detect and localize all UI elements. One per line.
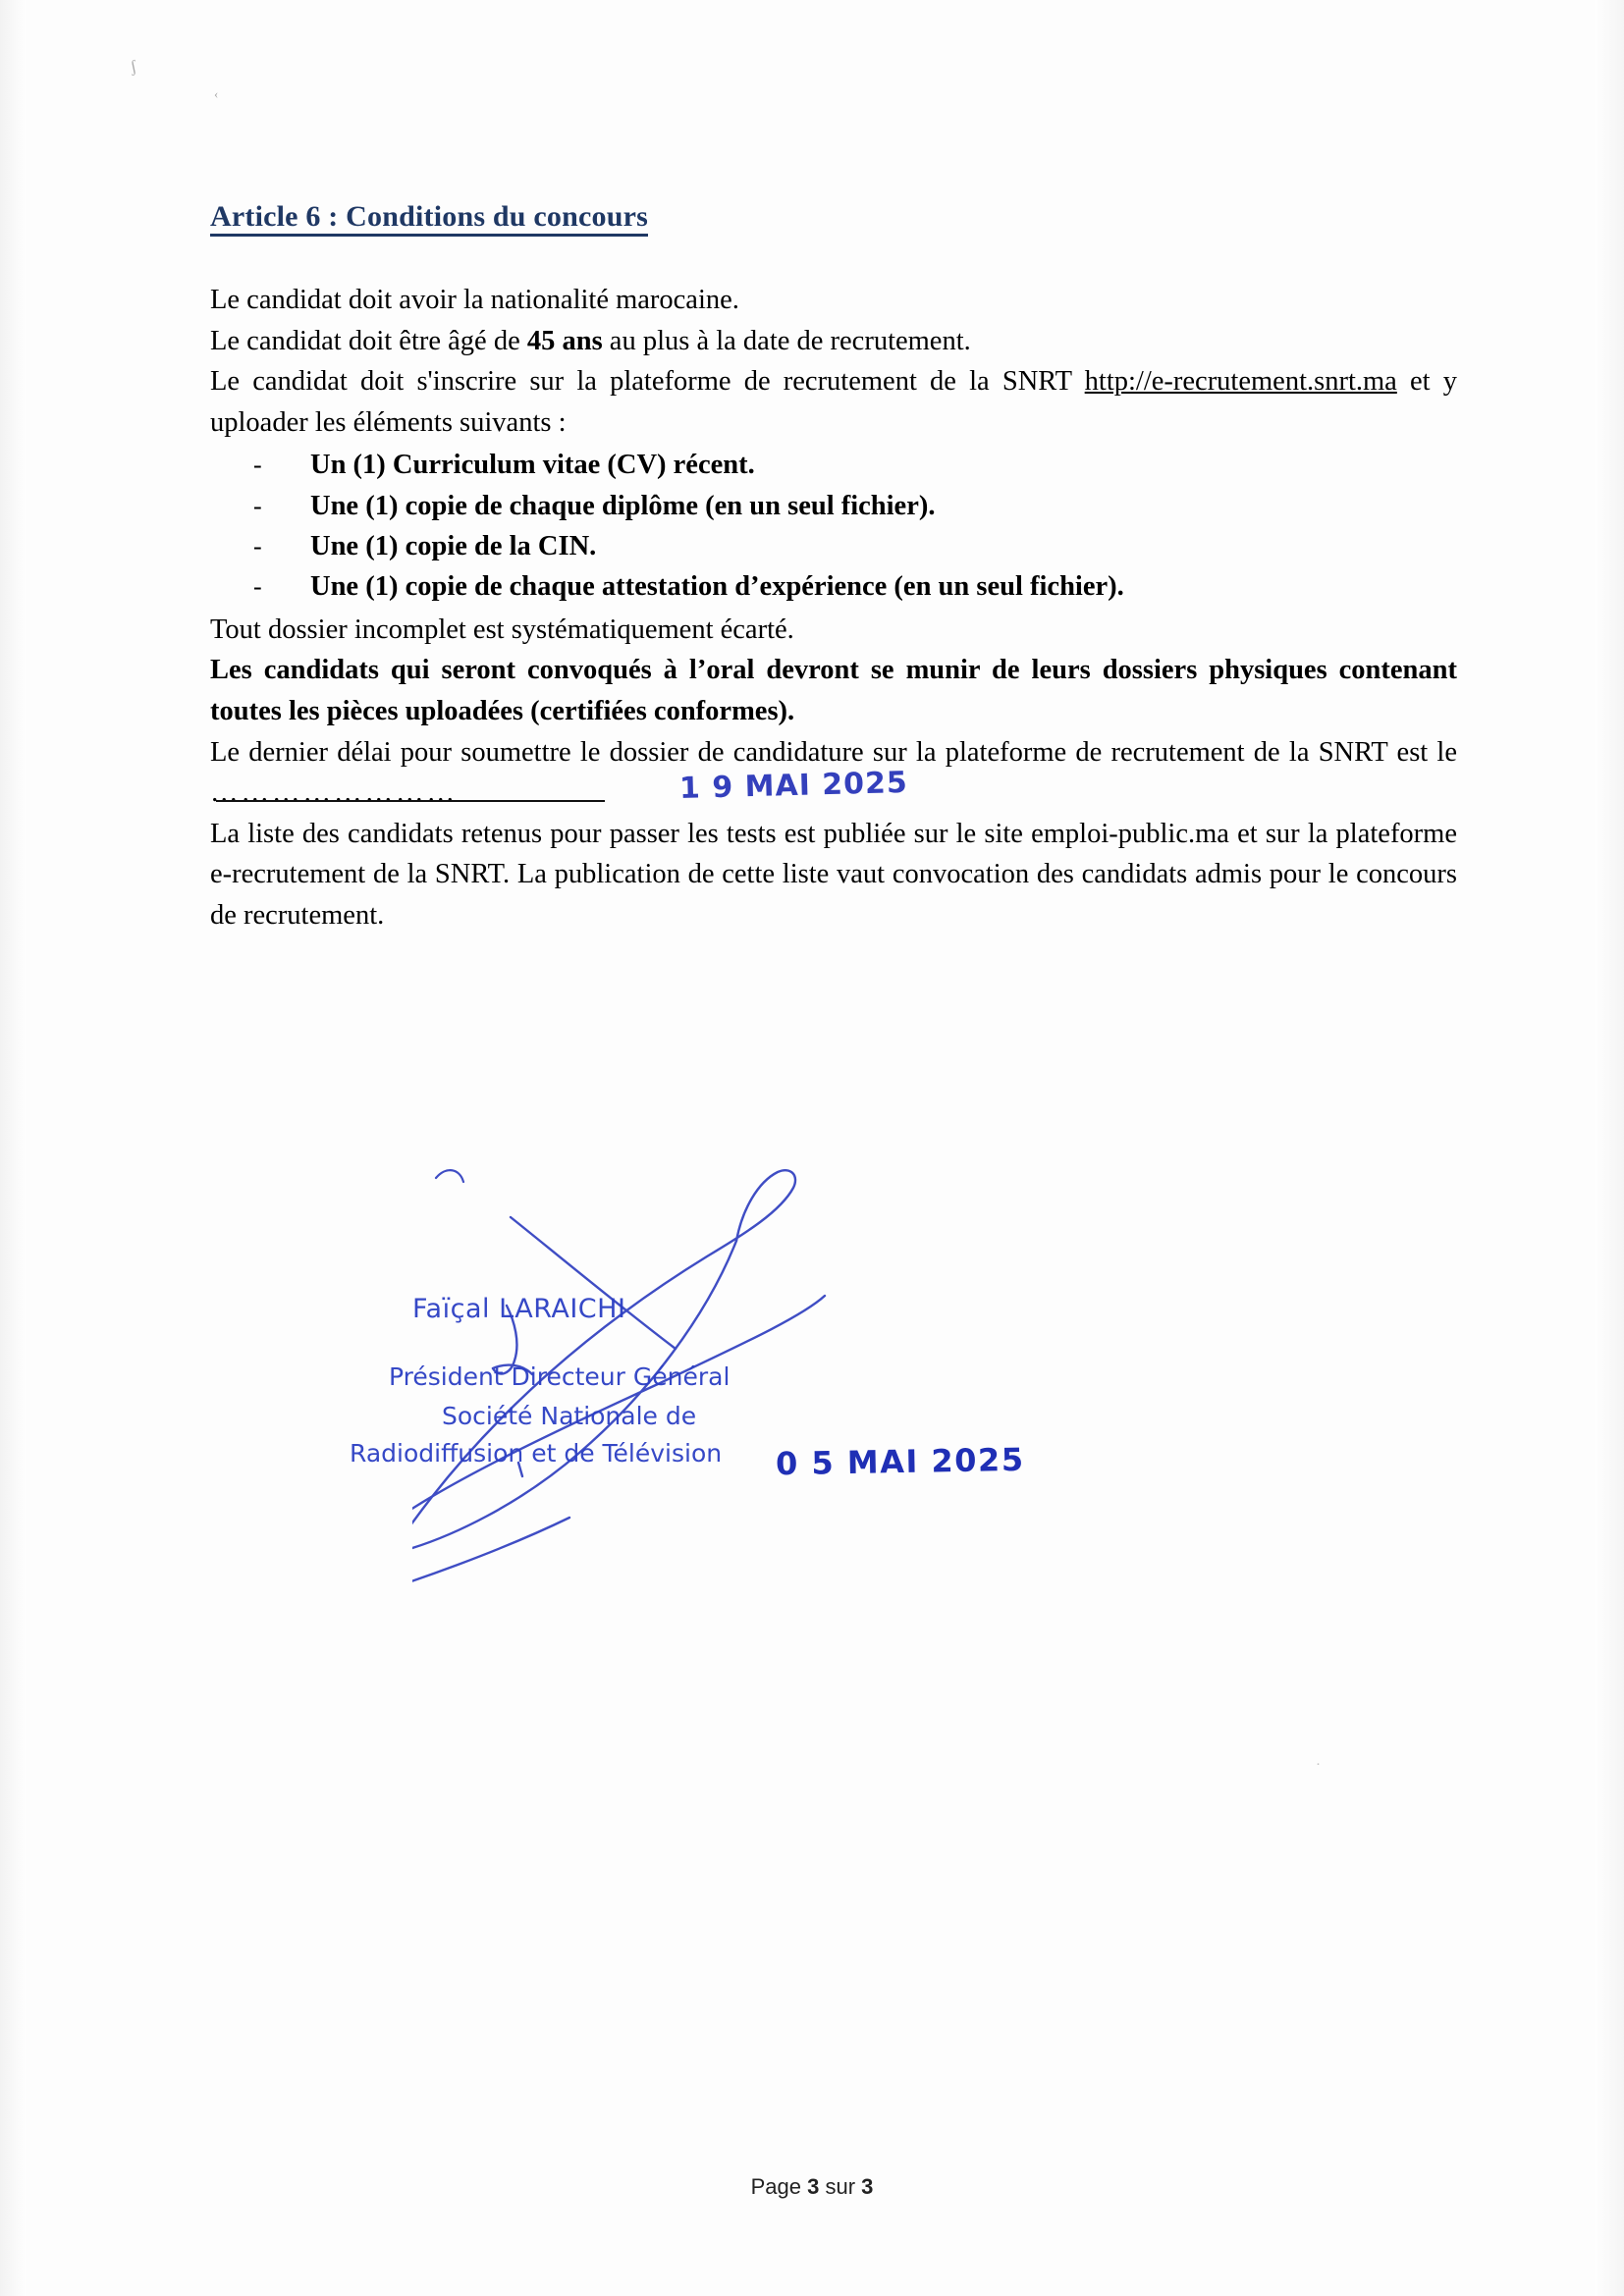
scan-edge-left xyxy=(0,0,26,2296)
paragraph-incomplete-file xyxy=(210,610,1457,651)
list-item-label: Une (1) copie de chaque attestation d’expérience (en un seul fichier). xyxy=(310,571,1124,603)
registration-prefix-text: Le candidat doit s'inscrire sur la plateforme de recrutement de la SNRT xyxy=(210,366,1085,398)
signatory-role: Président Directeur Général xyxy=(389,1362,731,1391)
footer-prefix: Page xyxy=(750,2174,808,2199)
age-prefix-text: Le candidat doit être âgé de xyxy=(210,325,527,356)
list-item-label: Un (1) Curriculum vitae (CV) récent. xyxy=(310,450,755,481)
list-bullet-dash: - xyxy=(253,491,262,520)
publication-text: La liste des candidats retenus pour passer les tests est publiée sur le site emploi-public.ma et sur la plateforme e-recrutement de la SNRT. La publication de cette liste vaut convocation des candidats admis pour le concours de recrutement. xyxy=(210,818,1457,931)
document-body xyxy=(210,202,1457,936)
signature-date-stamp: 0 5 MAI 2025 xyxy=(775,1440,1025,1483)
paragraph-publication xyxy=(210,814,1457,936)
paragraph-age-limit xyxy=(210,321,1457,362)
deadline-dotted-fill: …………………… xyxy=(210,777,458,809)
footer-middle: sur xyxy=(819,2174,862,2199)
required-documents-list xyxy=(210,445,1457,607)
scan-artifact-top-left-2: ‹ xyxy=(214,86,219,101)
list-item-label: Une (1) copie de chaque diplôme (en un seul fichier). xyxy=(310,490,936,521)
footer-total-pages: 3 xyxy=(861,2174,874,2199)
signatory-organisation-line-2: Radiodiffusion et de Télévision xyxy=(350,1439,723,1468)
page-footer xyxy=(0,2174,1624,2200)
recruitment-platform-link[interactable]: http://e-recrutement.snrt.ma xyxy=(1084,366,1397,398)
page-title: Article 6 : Conditions du concours xyxy=(210,202,648,237)
scan-artifact-mid-right: · xyxy=(1316,1757,1321,1773)
list-bullet-dash: - xyxy=(253,451,262,480)
list-item xyxy=(253,526,1457,566)
oral-convocation-text: Les candidats qui seront convoqués à l’oral devront se munir de leurs dossiers physiques contenant toutes les pièces uploadées (certifiées conformes). xyxy=(210,655,1457,726)
incomplete-file-text: Tout dossier incomplet est systématiquement écarté. xyxy=(210,614,794,645)
scan-edge-right xyxy=(1595,0,1624,2296)
signatory-name: Faïçal LARAICHI xyxy=(412,1294,626,1324)
signature-block xyxy=(350,1139,1198,1688)
age-suffix-text: au plus à la date de recrutement. xyxy=(602,325,971,356)
signatory-organisation-line-1: Société Nationale de xyxy=(442,1402,697,1430)
list-item xyxy=(253,486,1457,526)
registration-suffix-text: et y uploader les éléments suivants : xyxy=(210,366,1457,438)
paragraph-registration xyxy=(210,361,1457,443)
list-item xyxy=(253,566,1457,607)
scan-artifact-top-left: ʃ xyxy=(128,56,138,77)
footer-current-page: 3 xyxy=(807,2174,820,2199)
paragraph-nationality xyxy=(210,280,1457,321)
list-bullet-dash: - xyxy=(253,572,262,602)
article-title-row xyxy=(210,202,1457,280)
paragraph-oral-convocation xyxy=(210,650,1457,731)
deadline-prefix-text: Le dernier délai pour soumettre le dossier de candidature sur la plateforme de recrutement de la SNRT est le xyxy=(210,736,1457,768)
paragraph-nationality-text: Le candidat doit avoir la nationalité marocaine. xyxy=(210,285,739,315)
list-item xyxy=(253,445,1457,485)
list-bullet-dash: - xyxy=(253,532,262,561)
list-item-label: Une (1) copie de la CIN. xyxy=(310,531,597,562)
deadline-date-stamp: 1 9 MAI 2025 xyxy=(678,765,909,806)
age-value: 45 ans xyxy=(526,325,603,356)
